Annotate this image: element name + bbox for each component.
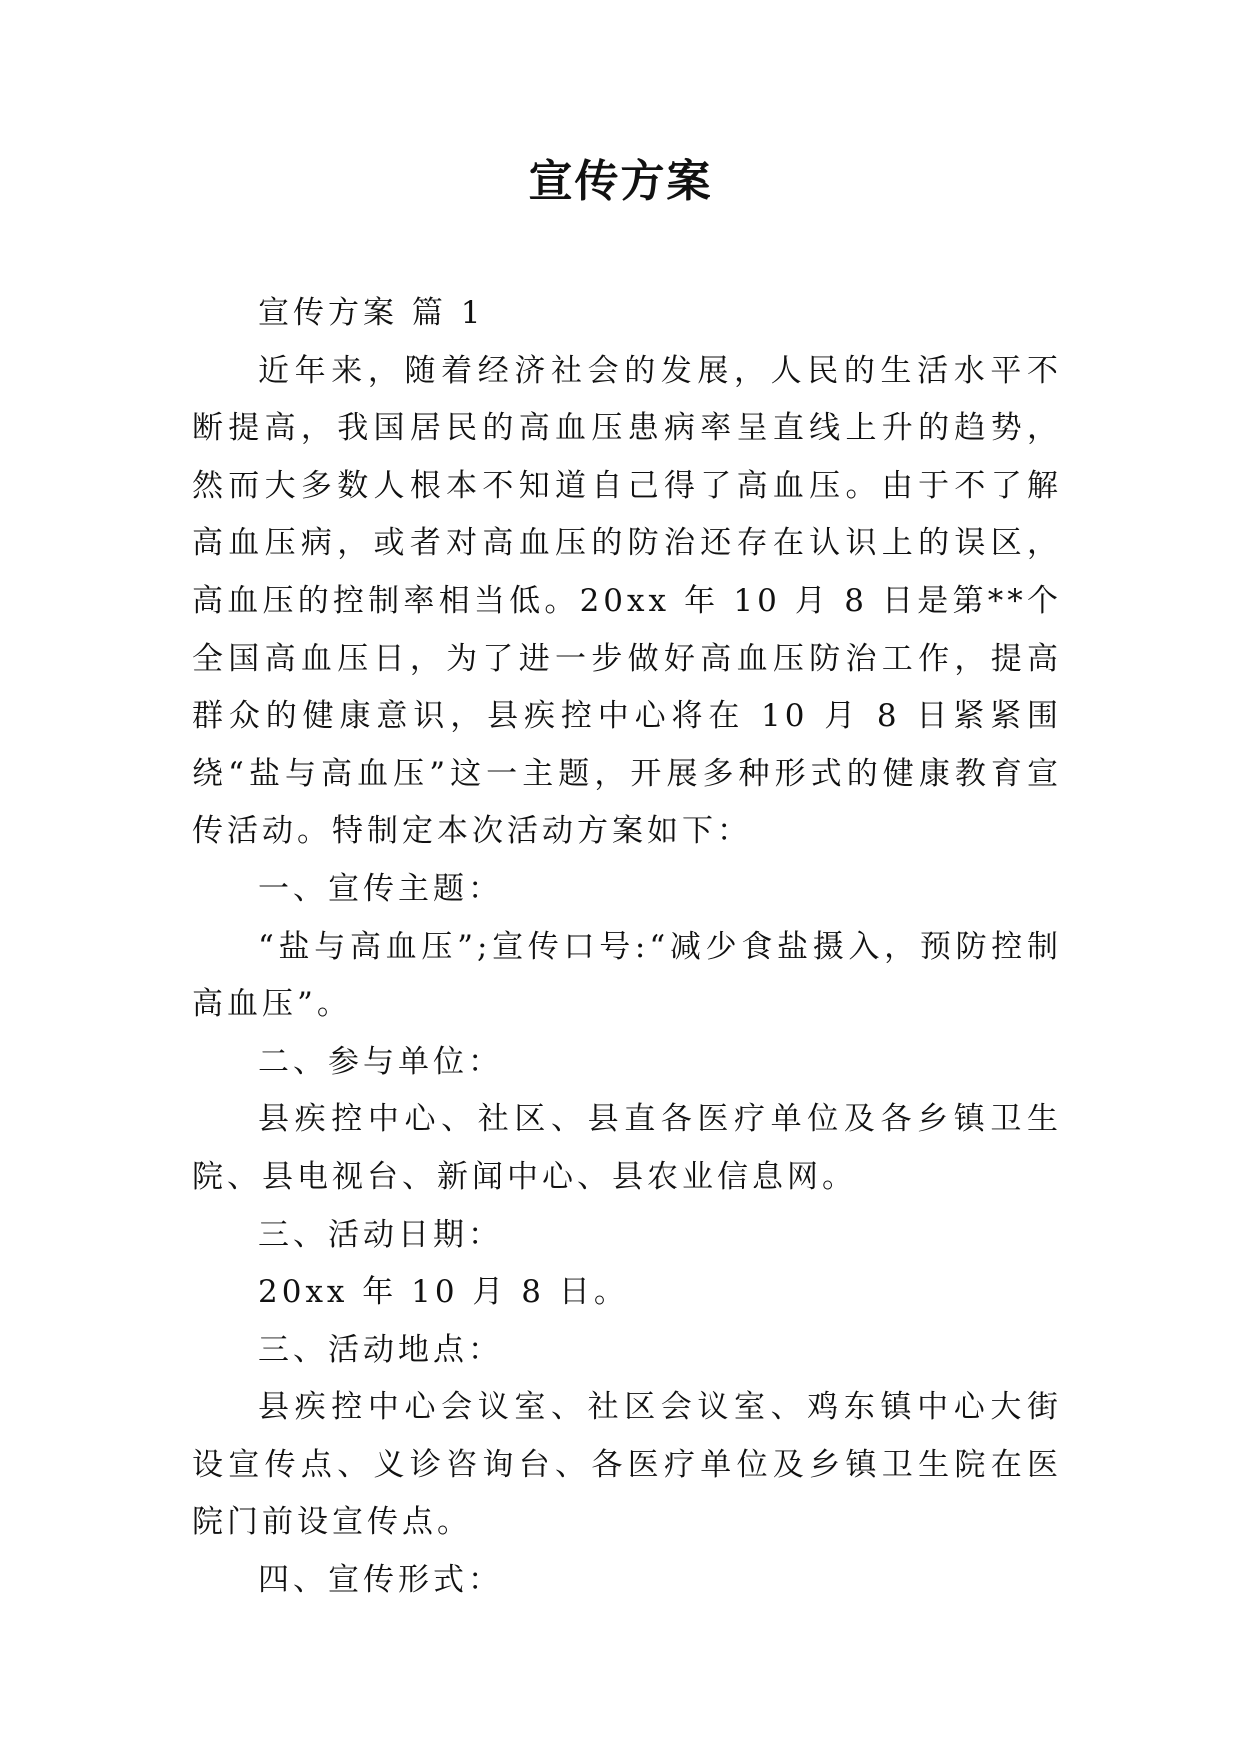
document-body (192, 285, 1062, 1610)
heading-format: 四、宣传形式： (258, 1562, 503, 1599)
location-paragraph: 县疾控中心会议室、社区会议室、鸡东镇中心大街设宣传点、义诊咨询台、各医疗单位及乡镇卫生院在医院门前设宣传点。 (192, 1389, 1062, 1541)
section-heading-part1: 宣传方案 篇 1 (258, 295, 485, 331)
heading-participants: 二、参与单位： (258, 1043, 503, 1080)
date-paragraph: 20xx 年 10 月 8 日。 (258, 1274, 629, 1311)
participants-paragraph: 县疾控中心、社区、县直各医疗单位及各乡镇卫生院、县电视台、新闻中心、县农业信息网。 (192, 1101, 1062, 1195)
intro-paragraph: 近年来，随着经济社会的发展，人民的生活水平不断提高，我国居民的高血压患病率呈直线上升的趋势，然而大多数人根本不知道自己得了高血压。由于不了解高血压病，或者对高血压的防治还存在认识上的误区，高血压的控制率相当低。20xx 年 10 月 8 日是第**个全国高血压日，为了进一步做好高血压防治工作，提高群众的健康意识，县疾控中心将在 10 月 8 日紧紧围绕“盐与高血压”这一主题，开展多种形式的健康教育宣传活动。特制定本次活动方案如下： (192, 352, 1062, 850)
theme-paragraph: “盐与高血压”;宣传口号:“减少食盐摄入，预防控制高血压”。 (192, 928, 1062, 1023)
heading-date: 三、活动日期： (258, 1216, 503, 1253)
heading-theme: 一、宣传主题： (258, 870, 503, 907)
document-title: 宣传方案 (528, 156, 713, 207)
heading-location: 三、活动地点： (258, 1331, 503, 1368)
